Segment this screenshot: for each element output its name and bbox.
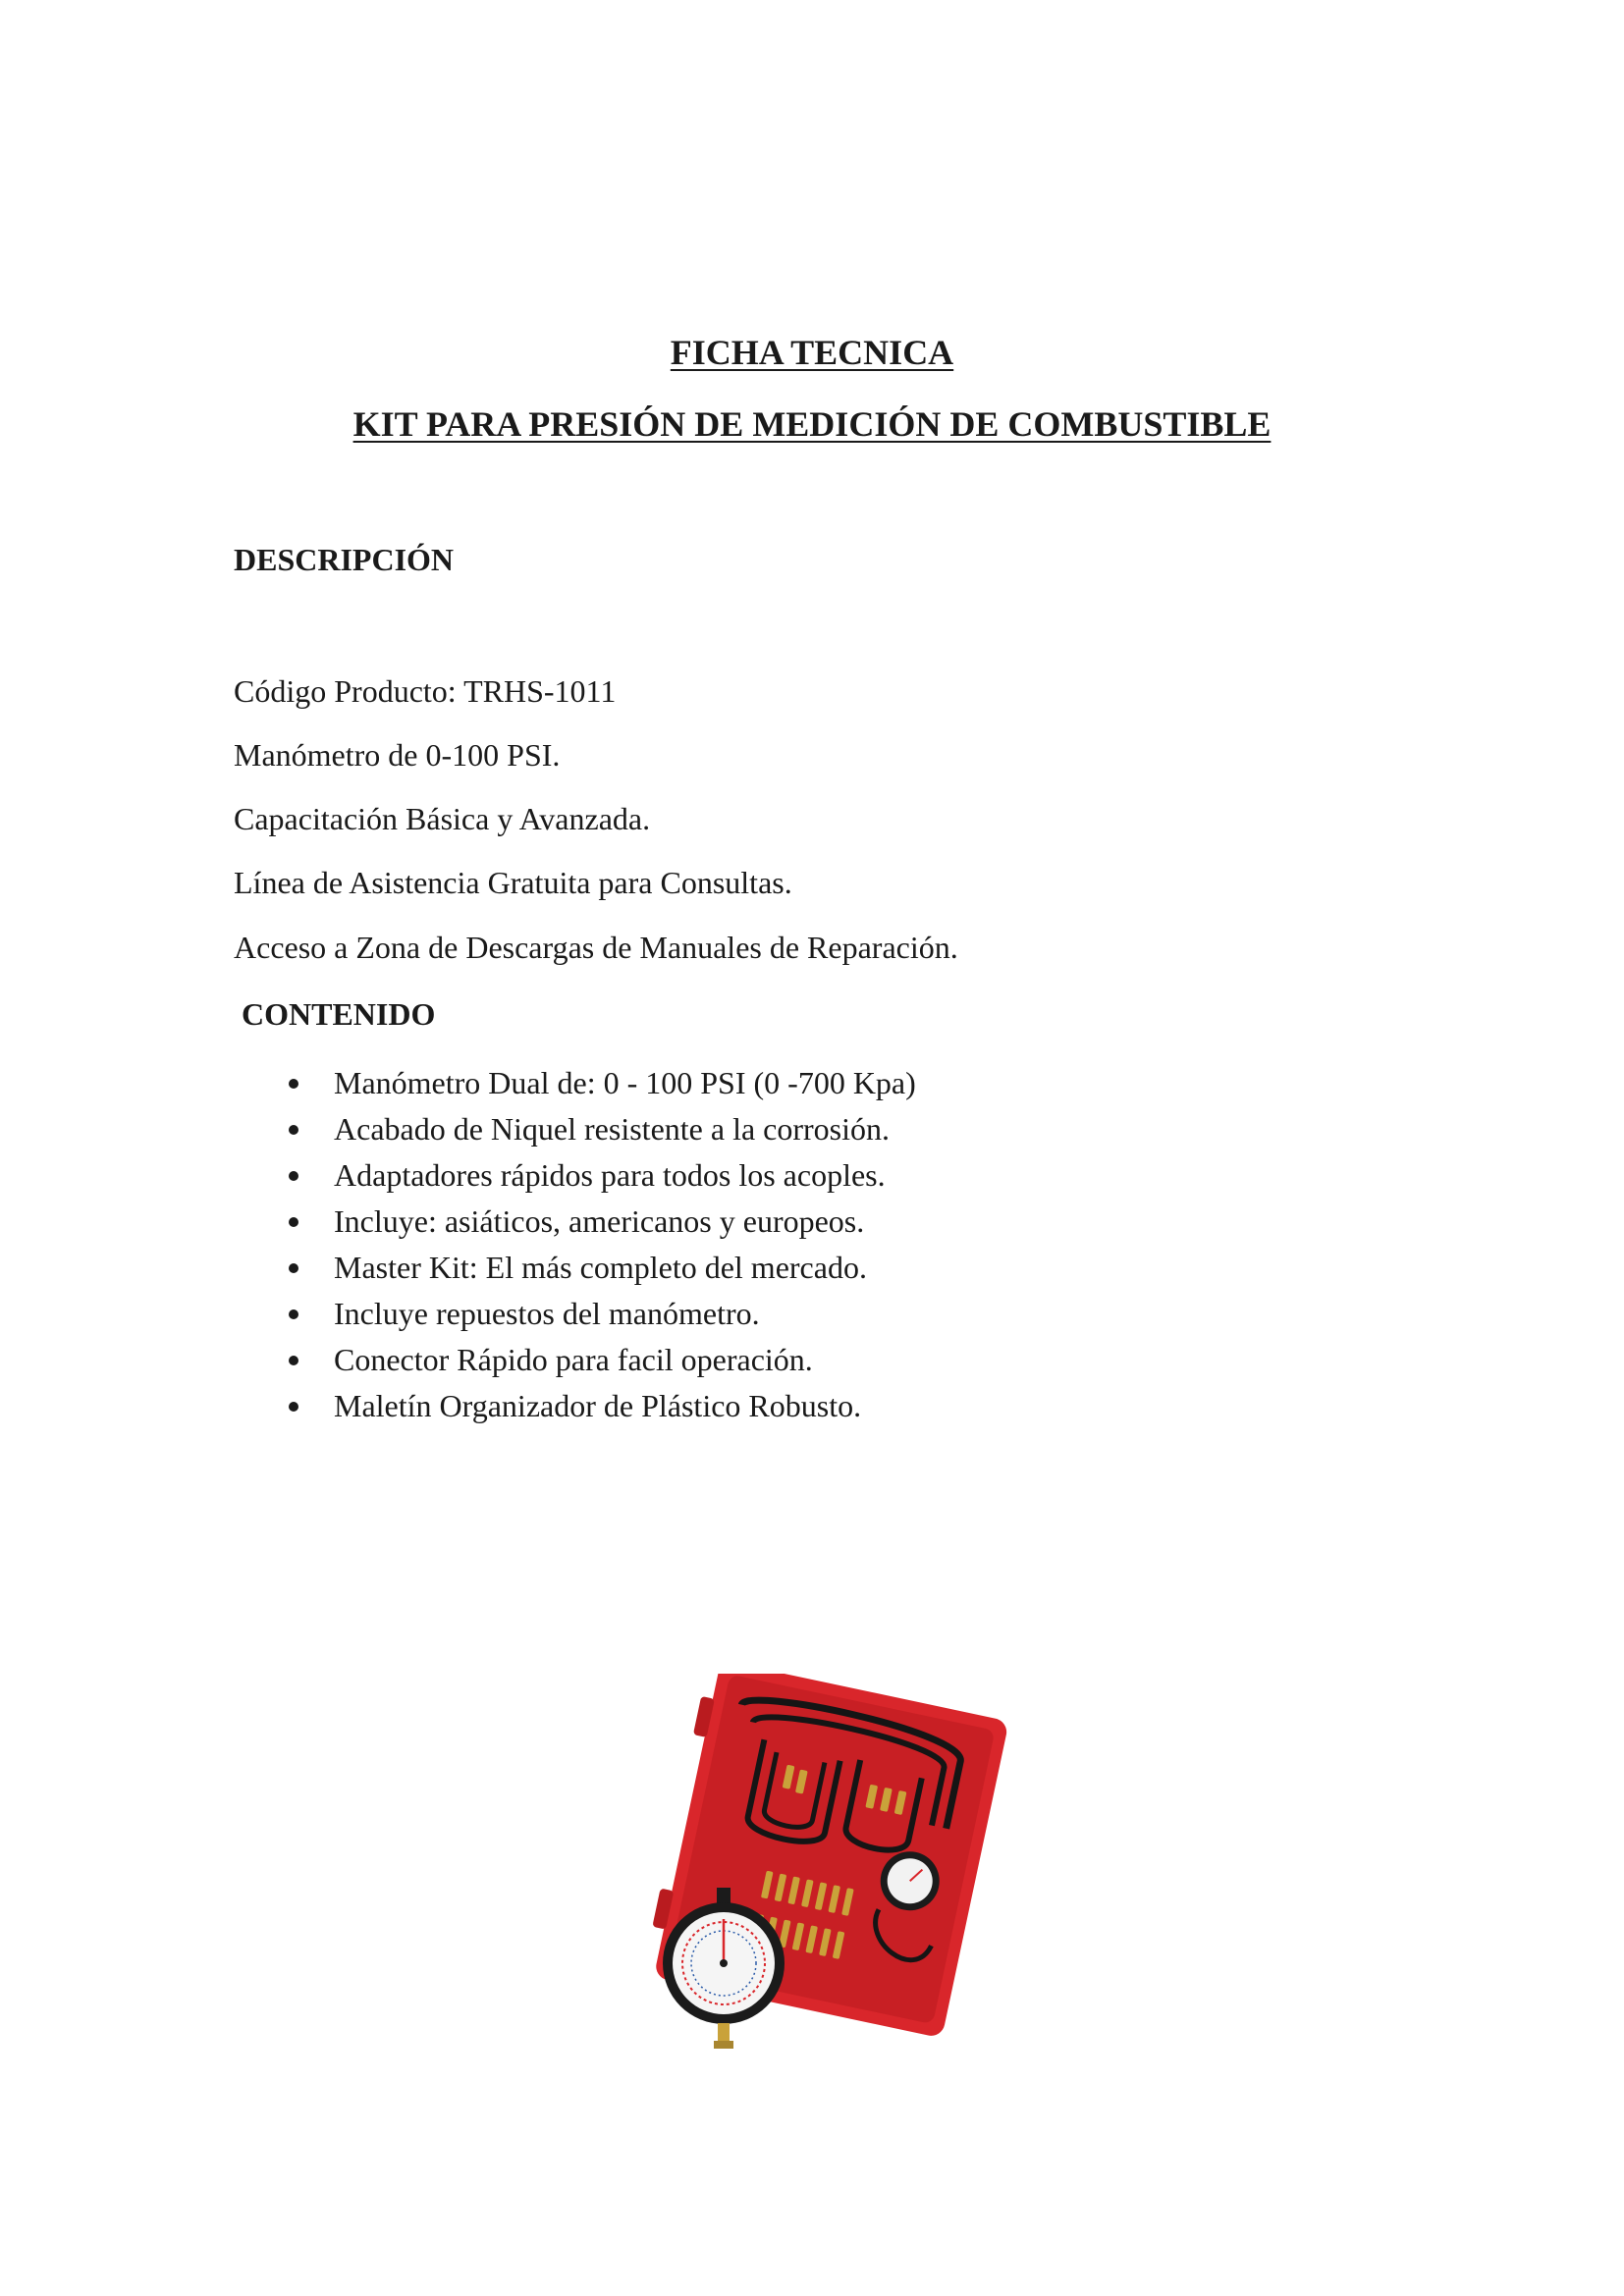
list-item (281, 1386, 916, 1432)
contents-list (281, 1063, 916, 1432)
document-subtitle: KIT PARA PRESIÓN DE MEDICIÓN DE COMBUSTIBLE (352, 404, 1272, 444)
list-item (281, 1063, 916, 1109)
contents-heading: CONTENIDO (242, 996, 436, 1032)
bullet-icon (289, 1217, 298, 1227)
bullet-icon (289, 1309, 298, 1319)
list-item-text: Acabado de Niquel resistente a la corrosión. (334, 1111, 891, 1147)
list-item-text: Incluye repuestos del manómetro. (334, 1296, 760, 1331)
document-title: FICHA TECNICA (670, 333, 954, 372)
list-item-text: Maletín Organizador de Plástico Robusto. (334, 1388, 862, 1423)
bullet-icon (289, 1079, 298, 1089)
description-line: Acceso a Zona de Descargas de Manuales de Reparación. (234, 930, 958, 965)
list-item (281, 1155, 916, 1201)
product-kit-image (643, 1674, 1021, 2056)
list-item (281, 1109, 916, 1155)
bullet-icon (289, 1171, 298, 1181)
description-line: Línea de Asistencia Gratuita para Consultas. (234, 865, 792, 900)
bullet-icon (289, 1402, 298, 1412)
list-item (281, 1248, 916, 1294)
list-item-text: Incluye: asiáticos, americanos y europeos. (334, 1203, 865, 1239)
description-line: Manómetro de 0-100 PSI. (234, 737, 561, 773)
list-item (281, 1201, 916, 1248)
list-item (281, 1294, 916, 1340)
list-item-text: Manómetro Dual de: 0 - 100 PSI (0 -700 Kpa) (334, 1065, 916, 1100)
list-item (281, 1340, 916, 1386)
description-line: Capacitación Básica y Avanzada. (234, 801, 651, 836)
list-item-text: Conector Rápido para facil operación. (334, 1342, 813, 1377)
list-item-text: Master Kit: El más completo del mercado. (334, 1250, 867, 1285)
bullet-icon (289, 1356, 298, 1365)
bullet-icon (289, 1263, 298, 1273)
bullet-icon (289, 1125, 298, 1135)
description-heading: DESCRIPCIÓN (234, 542, 455, 577)
list-item-text: Adaptadores rápidos para todos los acoples. (334, 1157, 886, 1193)
product-code-line: Código Producto: TRHS-1011 (234, 673, 617, 709)
